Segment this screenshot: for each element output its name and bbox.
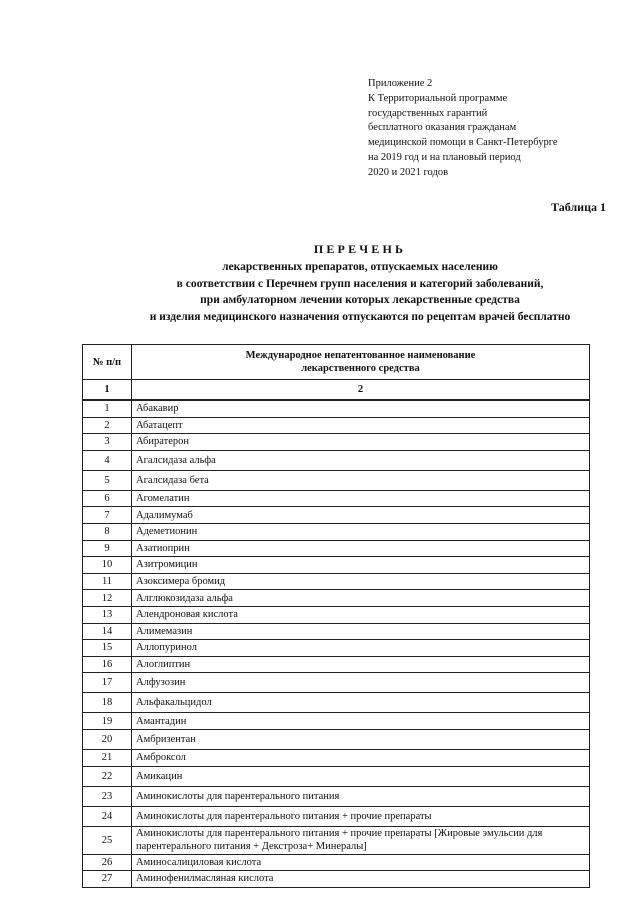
row-number: 23 xyxy=(83,786,132,806)
table-row xyxy=(83,450,590,470)
row-number: 16 xyxy=(83,656,132,673)
row-number: 2 xyxy=(83,417,132,434)
drug-name: Абиратерон xyxy=(132,434,590,451)
title-line: и изделия медицинского назначения отпускаются по рецептам врачей бесплатно xyxy=(149,310,571,323)
row-number: 8 xyxy=(83,523,132,540)
drug-name: Агалсидаза бета xyxy=(132,470,590,490)
drug-name: Амантадин xyxy=(132,713,590,730)
row-number: 11 xyxy=(83,573,132,590)
title-line: в соответствии с Перечнем групп населения и категорий заболеваний, xyxy=(176,277,544,290)
table-row xyxy=(83,507,590,524)
appendix-line: медицинской помощи в Санкт-Петербурге xyxy=(368,137,558,149)
appendix-line: бесплатного оказания гражданам xyxy=(368,122,517,134)
table-row xyxy=(83,417,590,434)
drug-name: Абатацепт xyxy=(132,417,590,434)
table-row xyxy=(83,640,590,657)
row-number: 19 xyxy=(83,713,132,730)
row-number: 15 xyxy=(83,640,132,657)
appendix-line: государственных гарантий xyxy=(368,107,488,119)
drug-name: Аминокислоты для парентерального питания + прочие препараты xyxy=(132,806,590,826)
table-row xyxy=(83,806,590,826)
header-num: № п/п xyxy=(83,345,132,380)
drug-name: Адеметионин xyxy=(132,523,590,540)
table-row xyxy=(83,656,590,673)
drug-list-table xyxy=(82,344,590,888)
drug-name: Аминофенилмасляная кислота xyxy=(132,871,590,888)
drug-name: Алфузозин xyxy=(132,673,590,693)
drug-name: Амбризентан xyxy=(132,729,590,749)
row-number: 12 xyxy=(83,590,132,607)
appendix-line: 2020 и 2021 годов xyxy=(368,166,449,178)
column-number: 1 xyxy=(83,380,132,401)
drug-name: Адалимумаб xyxy=(132,507,590,524)
drug-name: Агалсидаза альфа xyxy=(132,450,590,470)
table-row xyxy=(83,673,590,693)
table-row xyxy=(83,590,590,607)
row-number: 1 xyxy=(83,400,132,417)
drug-name: Амброксол xyxy=(132,749,590,766)
table-row xyxy=(83,490,590,507)
header-name-line: Международное непатентованное наименование xyxy=(245,350,476,361)
document-title xyxy=(60,242,640,325)
drug-name: Аллопуринол xyxy=(132,640,590,657)
row-number: 20 xyxy=(83,729,132,749)
row-number: 22 xyxy=(83,766,132,786)
drug-name: Амикацин xyxy=(132,766,590,786)
header-name xyxy=(132,345,590,380)
drug-name: Алглюкозидаза альфа xyxy=(132,590,590,607)
row-number: 26 xyxy=(83,854,132,871)
row-number: 25 xyxy=(83,826,132,854)
appendix-note xyxy=(368,77,558,181)
appendix-line: Приложение 2 xyxy=(368,78,433,89)
row-number: 27 xyxy=(83,871,132,888)
row-number: 10 xyxy=(83,557,132,574)
drug-name: Азатиоприн xyxy=(132,540,590,557)
table-row xyxy=(83,713,590,730)
row-number: 5 xyxy=(83,470,132,490)
drug-name: Агомелатин xyxy=(132,490,590,507)
table-row xyxy=(83,400,590,417)
appendix-line: К Территориальной программе xyxy=(368,92,508,104)
drug-name: Аминокислоты для парентерального питания + прочие препараты [Жировые эмульсии для парентерального питания + Декстроза+ Минералы] xyxy=(132,826,590,854)
row-number: 4 xyxy=(83,450,132,470)
table-row xyxy=(83,693,590,713)
column-number-row xyxy=(83,380,590,401)
table-row xyxy=(83,749,590,766)
row-number: 17 xyxy=(83,673,132,693)
header-name-line: лекарственного средства xyxy=(301,363,420,374)
row-number: 21 xyxy=(83,749,132,766)
table-row xyxy=(83,854,590,871)
drug-name: Азоксимера бромид xyxy=(132,573,590,590)
table-row xyxy=(83,470,590,490)
table-row xyxy=(83,573,590,590)
appendix-line: на 2019 год и на плановый период xyxy=(368,151,521,163)
row-number: 14 xyxy=(83,623,132,640)
table-label: Таблица 1 xyxy=(551,200,606,214)
row-number: 24 xyxy=(83,806,132,826)
table-row xyxy=(83,766,590,786)
drug-name: Аминосалициловая кислота xyxy=(132,854,590,871)
table-row xyxy=(83,540,590,557)
table-row xyxy=(83,434,590,451)
row-number: 7 xyxy=(83,507,132,524)
drug-name: Алоглиптин xyxy=(132,656,590,673)
title-line: лекарственных препаратов, отпускаемых населению xyxy=(222,261,498,273)
table-row xyxy=(83,523,590,540)
row-number: 6 xyxy=(83,490,132,507)
drug-name: Абакавир xyxy=(132,400,590,417)
table-header-row xyxy=(83,345,590,380)
table-row xyxy=(83,871,590,888)
drug-name: Аминокислоты для парентерального питания xyxy=(132,786,590,806)
column-number: 2 xyxy=(132,380,590,401)
table-row xyxy=(83,606,590,623)
table-row xyxy=(83,826,590,854)
row-number: 18 xyxy=(83,693,132,713)
table-row xyxy=(83,729,590,749)
table-row xyxy=(83,557,590,574)
table-row xyxy=(83,786,590,806)
row-number: 9 xyxy=(83,540,132,557)
drug-name: Азитромицин xyxy=(132,557,590,574)
title-line: при амбулаторном лечении которых лекарственные средства xyxy=(200,294,520,307)
drug-name: Алимемазин xyxy=(132,623,590,640)
drug-name: Алендроновая кислота xyxy=(132,606,590,623)
table-row xyxy=(83,623,590,640)
title-main: ПЕРЕЧЕНЬ xyxy=(313,242,407,256)
drug-name: Альфакальцидол xyxy=(132,693,590,713)
row-number: 3 xyxy=(83,434,132,451)
row-number: 13 xyxy=(83,606,132,623)
